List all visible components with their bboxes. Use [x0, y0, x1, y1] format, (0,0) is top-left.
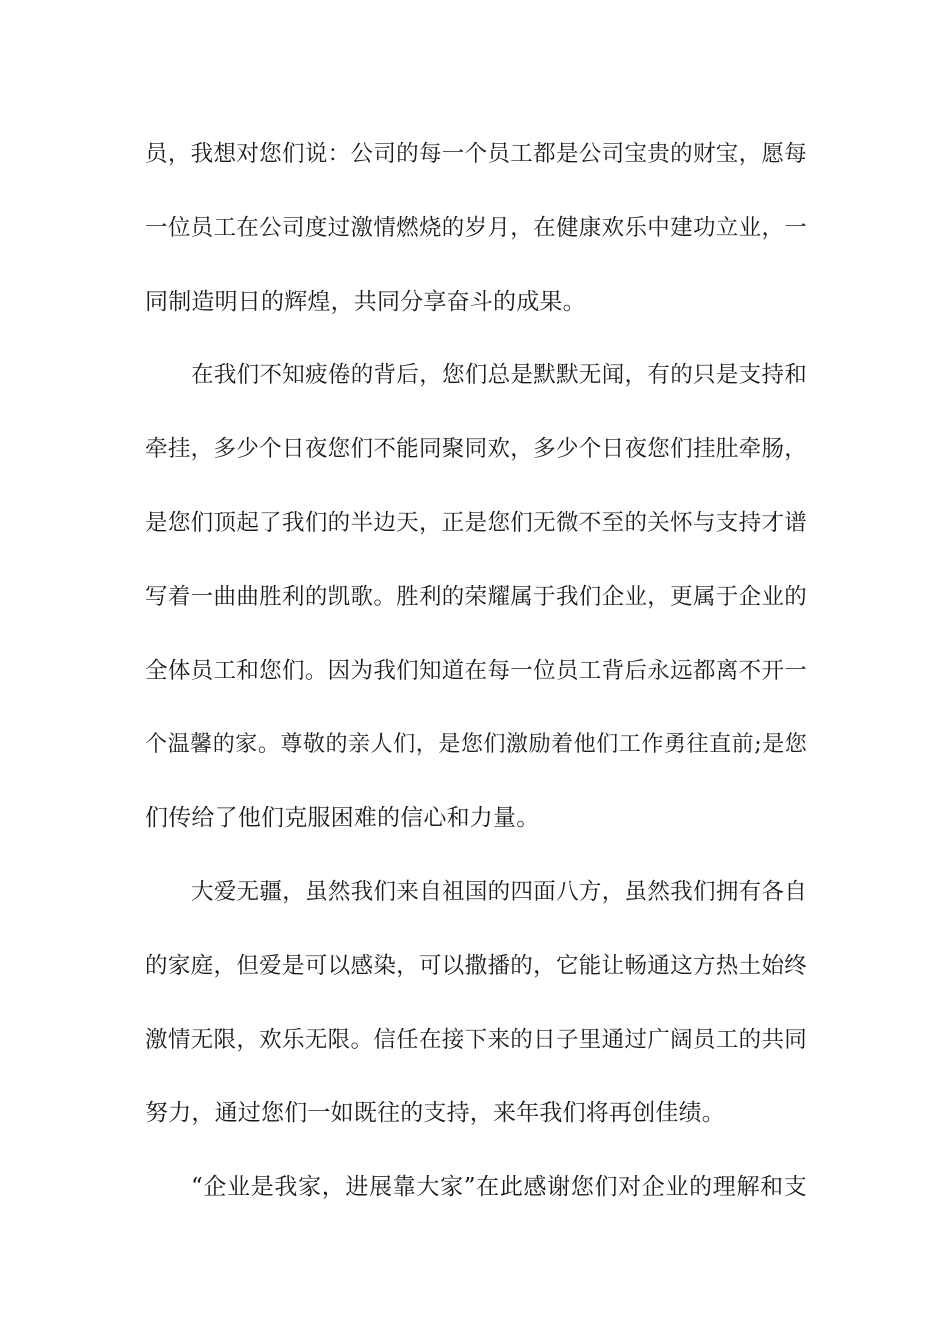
text-line-7: 写着一曲曲胜利的凯歌。胜利的荣耀属于我们企业，更属于企业的	[145, 583, 807, 610]
text-line-9: 个温馨的家。尊敬的亲人们，是您们激励着他们工作勇往直前;是您	[145, 732, 807, 758]
text-line-1: 员，我想对您们说：公司的每一个员工都是公司宝贵的财宝，愿每	[145, 141, 807, 167]
text-line-3: 同制造明日的辉煌，共同分享奋斗的成果。	[145, 288, 586, 315]
text-line-10: 们传给了他们克服困难的信心和力量。	[145, 805, 540, 832]
body-text	[145, 118, 807, 1225]
text-line-15: “企业是我家，进展靠大家”在此感谢您们对企业的理解和支	[191, 1174, 807, 1201]
text-line-4: 在我们不知疲倦的背后，您们总是默默无闻，有的只是支持和	[191, 362, 807, 389]
text-line-2: 一位员工在公司度过激情燃烧的岁月，在健康欢乐中建功立业，一	[145, 214, 807, 241]
text-line-11: 大爱无疆，虽然我们来自祖国的四面八方，虽然我们拥有各自	[191, 878, 807, 905]
text-line-8: 全体员工和您们。因为我们知道在每一位员工背后永远都离不开一	[145, 657, 807, 684]
text-line-6: 是您们顶起了我们的半边天，正是您们无微不至的关怀与支持才谱	[145, 509, 807, 536]
text-line-12: 的家庭，但爱是可以感染，可以撒播的，它能让畅通这方热土始终	[145, 952, 807, 979]
text-line-5: 牵挂，多少个日夜您们不能同聚同欢，多少个日夜您们挂肚牵肠，	[145, 436, 807, 463]
text-line-13: 激情无限，欢乐无限。信任在接下来的日子里通过广阔员工的共同	[145, 1026, 807, 1053]
text-line-14: 努力，通过您们一如既往的支持，来年我们将再创佳绩。	[145, 1100, 725, 1127]
